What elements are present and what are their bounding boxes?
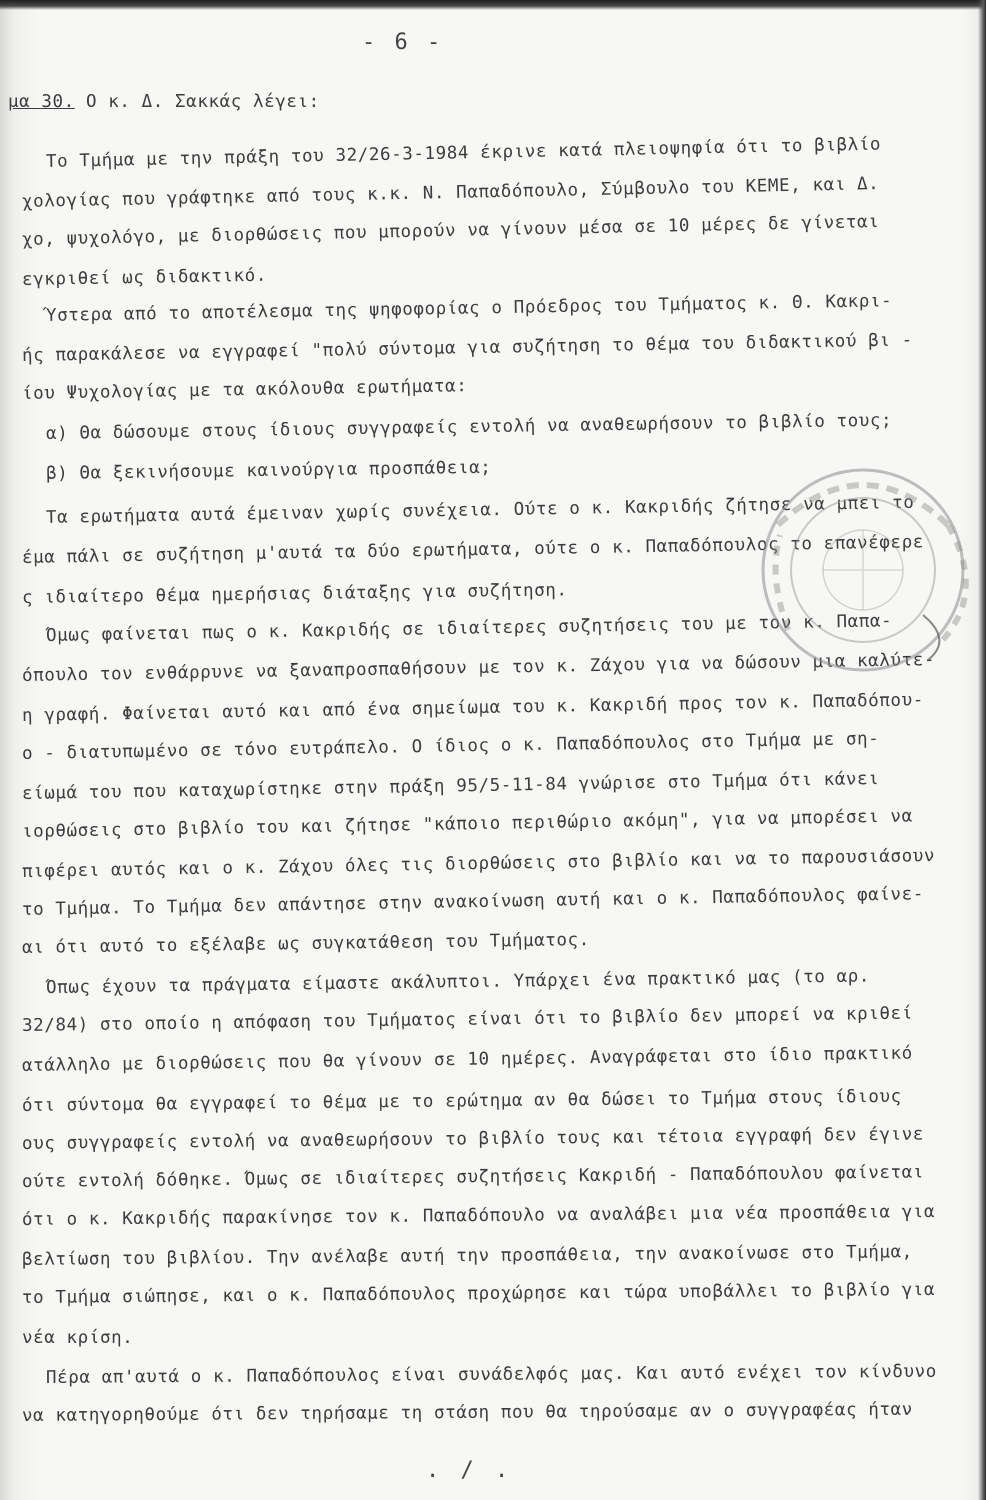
text-line: β) Θα ξεκινήσουμε καινούργια προσπάθεια; bbox=[45, 457, 492, 484]
text-line: Όμως φαίνεται πως ο κ. Κακριδής σε ιδιαίτερες συζητήσεις του με τον κ. Παπα- bbox=[45, 611, 893, 646]
text-line: ους συγγραφείς εντολή να αναθεωρήσουν το βιβλίο τους και τέτοια εγγραφή δεν έγινε bbox=[21, 1124, 925, 1154]
text-line: ότι ο κ. Κακριδής παρακίνησε τον κ. Παπαδόπουλο να αναλάβει μια νέα προσπάθεια για bbox=[21, 1202, 936, 1230]
text-line: Το Τμήμα με την πράξη του 32/26-3-1984 έκρινε κατά πλειοψηφία ότι το βιβλίο bbox=[45, 134, 882, 172]
text-line: ιορθώσεις στο βιβλίο του και ζήτησε "κάποιο περιθώριο ακόμη", για να μπορέσει να bbox=[21, 806, 913, 842]
text-line: ς ιδιαίτερο θέμα ημερήσιας διάταξης για συζήτηση. bbox=[21, 580, 568, 608]
text-line: ίου Ψυχολογίας με τα ακόλουθα ερωτήματα: bbox=[21, 376, 468, 404]
text-line: εγκριθεί ως διδακτικό. bbox=[21, 265, 268, 290]
page-number: - 6 - bbox=[362, 30, 444, 55]
text-line: α) Θα δώσουμε στους ίδιους συγγραφείς εντολή να αναθεωρήσουν το βιβλίο τους; bbox=[45, 410, 893, 444]
scan-top-edge bbox=[0, 0, 986, 10]
text-line: Πέρα απ'αυτά ο κ. Παπαδόπουλος είναι συνάδελφός μας. Και αυτό ενέχει τον κίνδυνο bbox=[45, 1361, 937, 1388]
section-heading-line bbox=[8, 92, 320, 112]
section-number: μα 30. bbox=[8, 92, 75, 112]
text-line: ο - διατυπωμένο σε τόνο ευτράπελο. Ο ίδιος ο κ. Παπαδόπουλος στο Τμήμα με ση- bbox=[21, 729, 880, 764]
text-line: έμα πάλι σε συζήτηση μ'αυτά τα δύο ερωτήματα, ούτε ο κ. Παπαδόπουλος το επανέφερε bbox=[21, 532, 925, 568]
text-line: ατάλληλο με διορθώσεις που θα γίνουν σε 10 ημέρες. Αναγράφεται στο ίδιο πρακτικό bbox=[21, 1043, 913, 1076]
text-line: βελτίωση του βιβλίου. Την ανέλαβε αυτή την προσπάθεια, την ανακοίνωσε στο Τμήμα, bbox=[21, 1242, 913, 1270]
text-line: η γραφή. Φαίνεται αυτό και από ένα σημείωμα του κ. Κακριδή προς τον κ. Παπαδόπου- bbox=[21, 690, 925, 726]
text-line: νέα κρίση. bbox=[22, 1328, 134, 1348]
text-line: χο, ψυχολόγο, με διορθώσεις που μπορούν να γίνουν μέσα σε 10 μέρες δε γίνεται bbox=[21, 212, 880, 250]
official-seal-stamp bbox=[748, 455, 978, 685]
text-line: όπουλο τον ενθάρρυνε να ξαναπροσπαθήσουν με τον κ. Ζάχου για να δώσουν μια καλύτε- bbox=[21, 650, 936, 686]
text-line: Όπως έχουν τα πράγματα είμαστε ακάλυπτοι. Υπάρχει ένα πρακτικό μας (το αρ. bbox=[45, 966, 871, 998]
text-line: το Τμήμα σιώπησε, και ο κ. Παπαδόπουλος προχώρησε και τώρα υποβάλλει το βιβλίο για bbox=[21, 1280, 936, 1308]
text-line: είωμά του που καταχωρίστηκε στην πράξη 95/5-11-84 γνώρισε στο Τμήμα ότι κάνει bbox=[21, 769, 880, 804]
section-heading-text: Ο κ. Δ. Σακκάς λέγει: bbox=[74, 92, 320, 112]
continuation-mark: . / . bbox=[426, 1458, 513, 1483]
text-line: χολογίας που γράφτηκε από τους κ.κ. Ν. Παπαδόπουλο, Σύμβουλο του ΚΕΜΕ, και Δ. bbox=[21, 174, 880, 212]
text-line: αι ότι αυτό το εξέλαβε ως συγκατάθεση του Τμήματος. bbox=[21, 930, 591, 958]
text-line: 32/84) στο οποίο η απόφαση του Τμήματος είναι ότι το βιβλίο δεν μπορεί να κριθεί bbox=[21, 1003, 913, 1036]
text-line: ούτε εντολή δόθηκε. Όμως σε ιδιαίτερες συζητήσεις Κακριδή - Παπαδόπουλου φαίνεται bbox=[21, 1162, 925, 1192]
scan-right-edge bbox=[978, 0, 986, 1500]
text-line: Τα ερωτήματα αυτά έμειναν χωρίς συνέχεια. Ούτε ο κ. Κακριδής ζήτησε να μπει το bbox=[45, 492, 915, 528]
text-line: πιφέρει αυτός και ο κ. Ζάχου όλες τις διορθώσεις στο βιβλίο και να το παρουσιάσουν bbox=[21, 846, 936, 882]
text-line: να κατηγορηθούμε ότι δεν τηρήσαμε τη στάση που θα τηρούσαμε αν ο συγγραφέας ήταν bbox=[21, 1399, 913, 1426]
text-line: το Τμήμα. Το Τμήμα δεν απάντησε στην ανακοίνωση αυτή και ο κ. Παπαδόπουλος φαίνε- bbox=[21, 884, 925, 920]
seal-graphic bbox=[748, 455, 978, 685]
text-line: Ύστερα από το αποτέλεσμα της ψηφοφορίας ο Πρόεδρος του Τμήματος κ. Θ. Κακρι- bbox=[45, 291, 893, 326]
text-line: ής παρακάλεσε να εγγραφεί "πολύ σύντομα για συζήτηση το θέμα του διδακτικού βι - bbox=[21, 330, 913, 366]
text-line: ότι σύντομα θα εγγραφεί το θέμα με το ερώτημα αν θα δώσει το Τμήμα στους ίδιους bbox=[21, 1086, 902, 1116]
